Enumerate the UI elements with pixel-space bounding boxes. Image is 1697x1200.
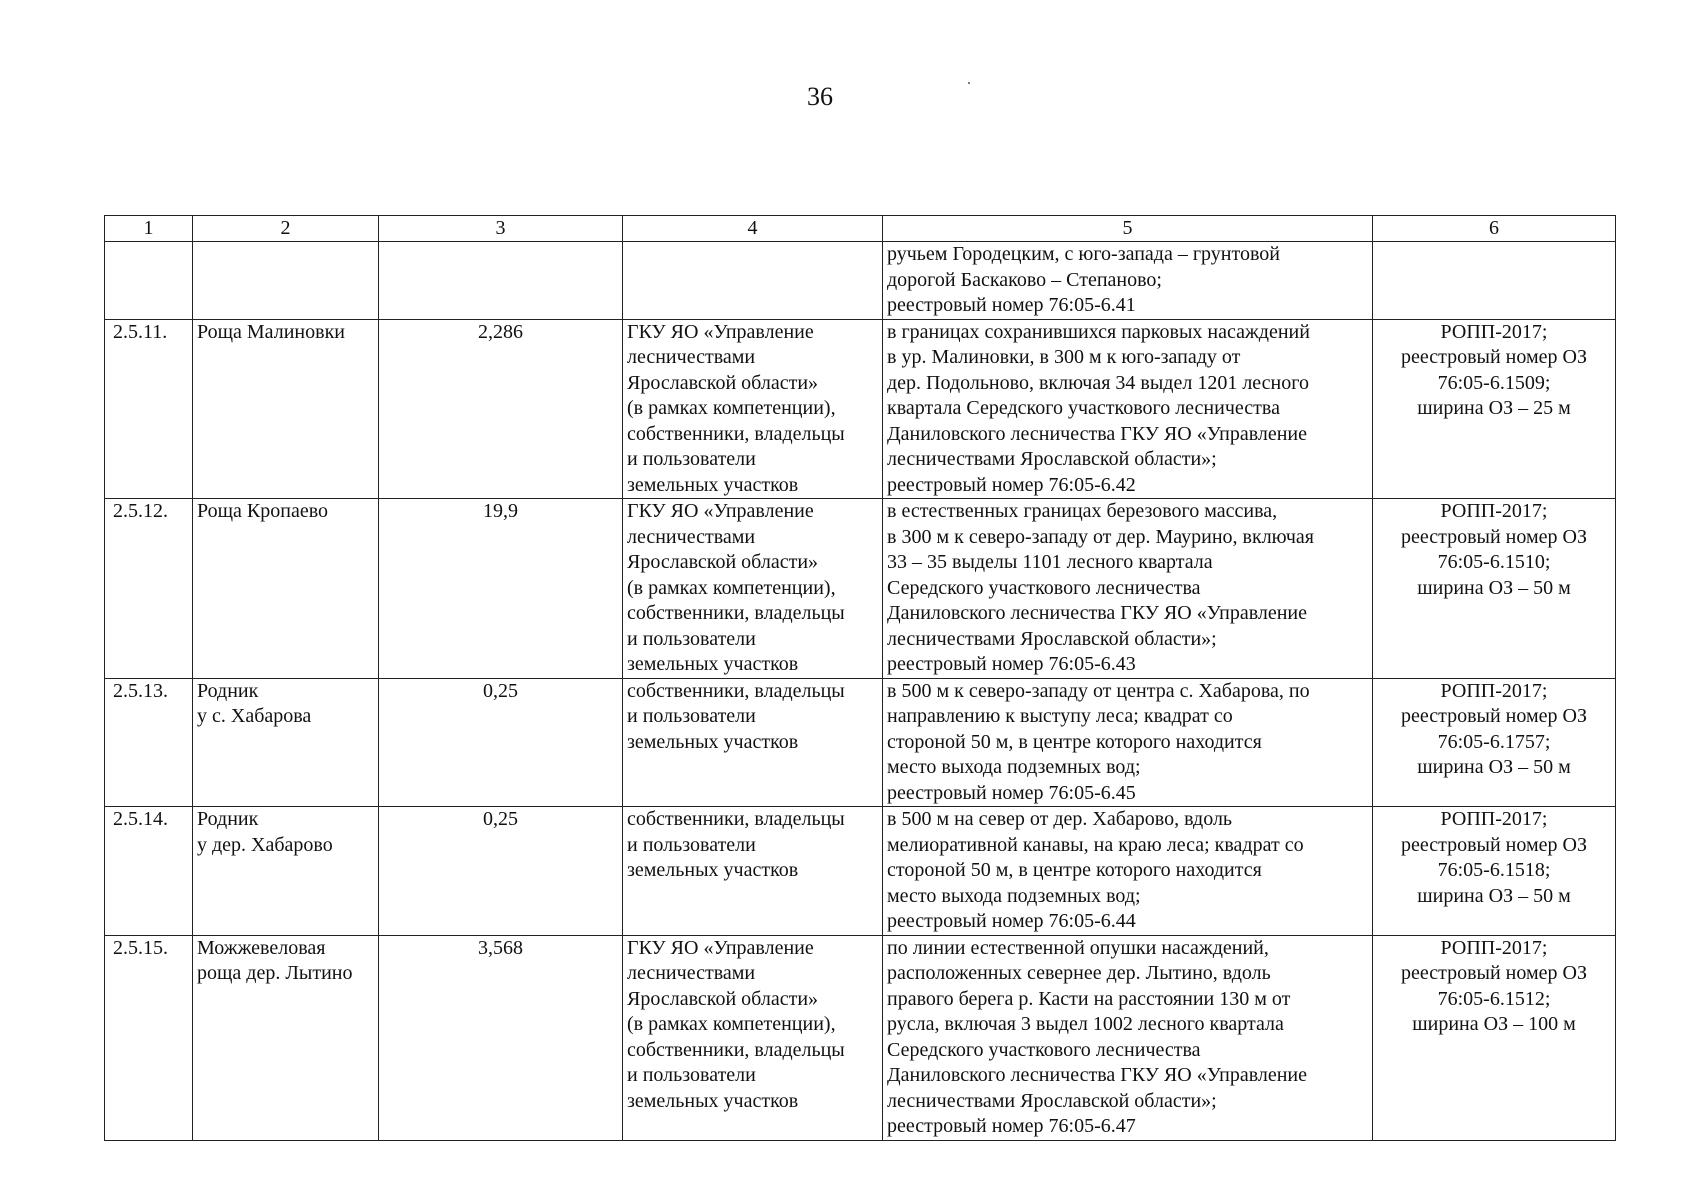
cell-boundaries: по линии естественной опушки насаждений, расположенных севернее дер. Лытино, вдоль правого берега р. Касти на расстоянии 130 м от русла, включая 3 выдел 1002 лесного квартала Середского участкового лесничества Даниловского лесничества ГКУ ЯО «Управление лесничествами Ярославской области»; реестровый номер 76:05-6.47 [883,935,1373,1140]
cell-regime: РОПП-2017; реестровый номер ОЗ 76:05-6.1510; ширина ОЗ – 50 м [1373,499,1616,679]
cell-boundaries: в 500 м на север от дер. Хабарово, вдоль мелиоративной канавы, на краю леса; квадрат со стороной 50 м, в центре которого находится место выхода подземных вод; реестровый номер 76:05-6.44 [883,807,1373,936]
cell-number: 2.5.14. [105,807,193,936]
table-header-row [105,216,1616,242]
cell-boundaries: в естественных границах березового массива, в 300 м к северо-западу от дер. Маурино, включая 33 – 35 выделы 1101 лесного квартала Середского участкового лесничества Даниловского лесничества ГКУ ЯО «Управление лесничествами Ярославской области»; реестровый номер 76:05-6.43 [883,499,1373,679]
cell-boundaries: ручьем Городецким, с юго-запада – грунтовой дорогой Баскаково – Степаново; реестровый номер 76:05-6.41 [883,242,1373,320]
cell-name: Родник у дер. Хабарово [193,807,379,936]
cell-number: 2.5.12. [105,499,193,679]
cell-number: 2.5.11. [105,319,193,499]
scan-speck [968,82,970,84]
cell-responsible [623,242,883,320]
table-row [105,807,1616,936]
column-header-1: 1 [105,216,193,242]
cell-name: Роща Малиновки [193,319,379,499]
cell-regime: РОПП-2017; реестровый номер ОЗ 76:05-6.1509; ширина ОЗ – 25 м [1373,319,1616,499]
cell-name: Роща Кропаево [193,499,379,679]
column-header-3: 3 [379,216,623,242]
table-row [105,499,1616,679]
cell-area: 0,25 [379,678,623,807]
column-header-5: 5 [883,216,1373,242]
cell-name [193,242,379,320]
column-header-2: 2 [193,216,379,242]
column-header-6: 6 [1373,216,1616,242]
cell-area: 19,9 [379,499,623,679]
page-number: 36 [807,82,833,111]
cell-responsible: ГКУ ЯО «Управление лесничествами Ярославской области» (в рамках компетенции), собственники, владельцы и пользователи земельных участков [623,499,883,679]
cell-number [105,242,193,320]
cell-responsible: собственники, владельцы и пользователи земельных участков [623,807,883,936]
cell-responsible: ГКУ ЯО «Управление лесничествами Ярославской области» (в рамках компетенции), собственники, владельцы и пользователи земельных участков [623,319,883,499]
cell-area: 3,568 [379,935,623,1140]
protected-areas-table [104,215,1616,1141]
cell-area [379,242,623,320]
cell-name: Можжевеловая роща дер. Лытино [193,935,379,1140]
cell-responsible: ГКУ ЯО «Управление лесничествами Ярославской области» (в рамках компетенции), собственники, владельцы и пользователи земельных участков [623,935,883,1140]
cell-regime: РОПП-2017; реестровый номер ОЗ 76:05-6.1518; ширина ОЗ – 50 м [1373,807,1616,936]
table-row [105,935,1616,1140]
cell-boundaries: в 500 м к северо-западу от центра с. Хабарова, по направлению к выступу леса; квадрат со стороной 50 м, в центре которого находится место выхода подземных вод; реестровый номер 76:05-6.45 [883,678,1373,807]
cell-name: Родник у с. Хабарова [193,678,379,807]
table-row [105,319,1616,499]
table-row [105,242,1616,320]
table-row [105,678,1616,807]
cell-number: 2.5.15. [105,935,193,1140]
column-header-4: 4 [623,216,883,242]
cell-number: 2.5.13. [105,678,193,807]
cell-responsible: собственники, владельцы и пользователи земельных участков [623,678,883,807]
cell-area: 0,25 [379,807,623,936]
cell-area: 2,286 [379,319,623,499]
cell-regime: РОПП-2017; реестровый номер ОЗ 76:05-6.1512; ширина ОЗ – 100 м [1373,935,1616,1140]
cell-boundaries: в границах сохранившихся парковых насаждений в ур. Малиновки, в 300 м к юго-западу от дер. Подольново, включая 34 выдел 1201 лесного квартала Середского участкового лесничества Даниловского лесничества ГКУ ЯО «Управление лесничествами Ярославской области»; реестровый номер 76:05-6.42 [883,319,1373,499]
cell-regime [1373,242,1616,320]
cell-regime: РОПП-2017; реестровый номер ОЗ 76:05-6.1757; ширина ОЗ – 50 м [1373,678,1616,807]
